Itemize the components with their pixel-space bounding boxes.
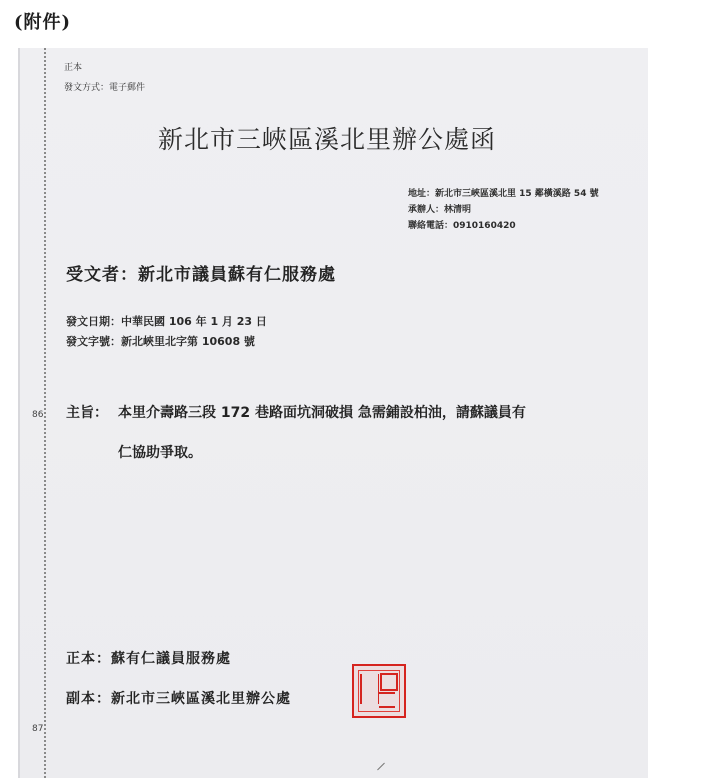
contact-handler: 承辦人：林清明 [408,205,472,215]
distribution-original: 正本：蘇有仁議員服務處 [66,651,231,667]
attachment-label: (附件) [14,12,72,33]
binding-line [44,48,46,778]
document-meta [66,312,267,352]
subject-line-1: 本里介壽路三段 172 巷路面坑洞破損 急需鋪設柏油，請蘇議員有 [118,405,526,421]
contact-address: 地址：新北市三峽區溪北里 15 鄰橫溪路 54 號 [408,189,599,199]
subject-line-2: 仁協助爭取。 [118,445,202,461]
scan-mark [377,763,385,771]
official-seal-icon [352,664,406,718]
subject-label: 主旨： [66,405,108,421]
issue-date: 發文日期：中華民國 106 年 1 月 23 日 [66,315,267,328]
dispatch-method: 發文方式：電子郵件 [64,83,146,93]
margin-number-lower: 87 [32,724,44,734]
distribution-copy: 副本：新北市三峽區溪北里辦公處 [66,691,291,707]
document-number: 發文字號：新北峽里北字第 10608 號 [66,335,255,348]
copy-type: 正本 [64,63,83,73]
contact-phone: 聯絡電話：0910160420 [408,221,516,231]
page-title: 新北市三峽區溪北里辦公處函 [158,125,497,154]
recipient: 受文者：新北市議員蘇有仁服務處 [66,265,336,285]
contact-block [408,186,599,234]
scanned-letter [18,48,648,778]
page-edge [18,48,20,778]
margin-number-upper: 86 [32,410,44,420]
